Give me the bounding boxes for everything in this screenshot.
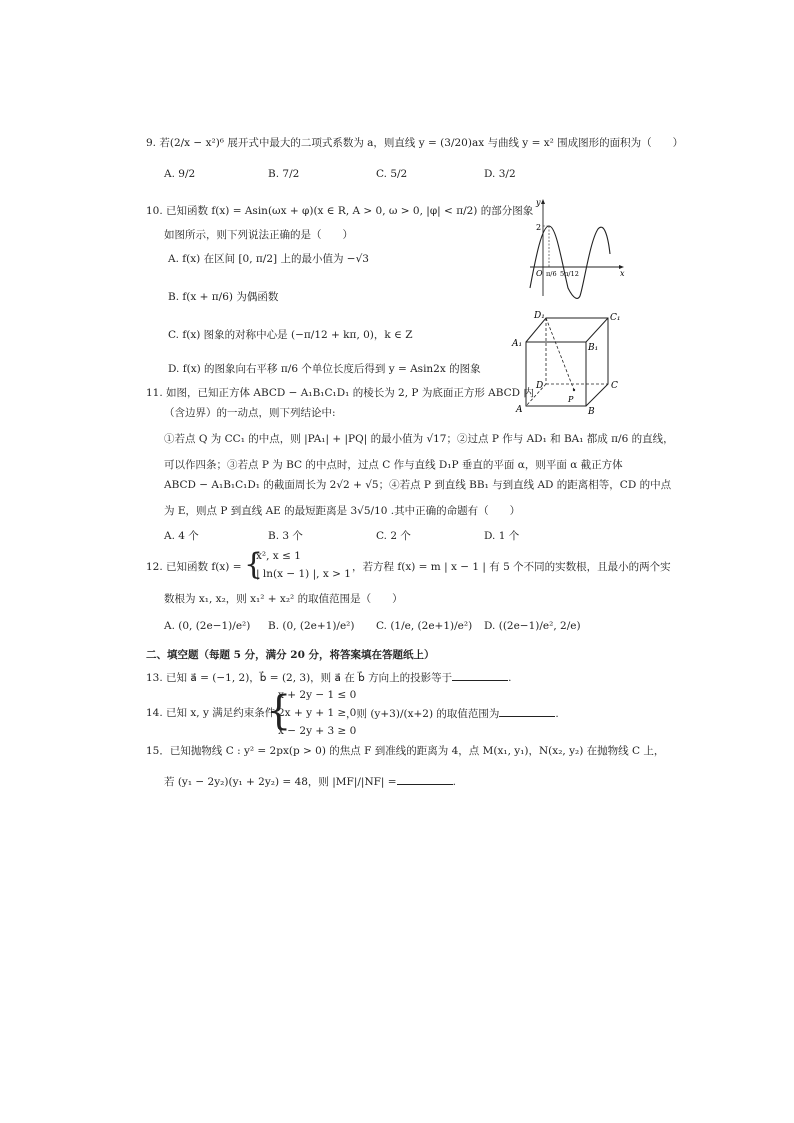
q12-option-c: C. (1/e, (2e+1)/e²)	[376, 620, 473, 632]
q11-cube-figure	[510, 306, 630, 418]
graph-tick-pi-6: π/6	[546, 270, 557, 278]
graph-tick-5pi-12: 5π/12	[560, 270, 579, 278]
graph-sine-curve	[530, 226, 610, 298]
q14-prefix: 14. 已知 x, y 满足约束条件	[146, 707, 276, 719]
q12-line2: 数根为 x₁, x₂，则 x₁² + x₂² 的取值范围是（ ）	[164, 593, 403, 605]
cube-edge-b1c1	[586, 318, 608, 342]
graph-y-arrow	[541, 199, 545, 204]
cube-label-d: D	[536, 381, 544, 391]
q11-option-a: A. 4 个	[164, 530, 199, 542]
q14-constraint-1: x + 2y − 1 ≤ 0	[278, 689, 357, 701]
q15-text: 若 (y₁ − 2y₂)(y₁ + 2y₂) = 48，则 |MF|/|NF| =	[164, 776, 397, 788]
q13-answer-blank[interactable]	[452, 670, 508, 681]
q12-brace: {	[244, 547, 264, 582]
q11-line1: 11. 如图，已知正方体 ABCD − A₁B₁C₁D₁ 的棱长为 2, P 为底面正方形 ABCD 内	[146, 387, 534, 399]
cube-hidden-d1p	[546, 318, 574, 390]
cube-label-b: B	[588, 407, 595, 417]
cube-label-b1: B₁	[588, 343, 599, 353]
q10-stem-line1: 10. 已知函数 f(x) = Asin(ωx + φ)(x ∈ R, A > 0, ω > 0, |φ| < π/2) 的部分图象	[146, 205, 534, 217]
q14-tail: .	[555, 708, 559, 720]
graph-y-label: y	[536, 198, 541, 207]
q9-stem: 9. 若(2/x − x²)⁶ 展开式中最大的二项式系数为 a，则直线 y = (3/20)ax 与曲线 y = x² 围成图形的面积为（ ）	[146, 137, 684, 149]
q11-options	[164, 528, 564, 544]
q12-line1-suffix: ，若方程 f(x) = m | x − 1 | 有 5 个不同的实数根，且最小的两个实	[352, 561, 671, 573]
q10-stem-line2: 如图所示，则下列说法正确的是（ ）	[164, 229, 353, 241]
cube-label-a1: A₁	[512, 339, 523, 349]
q10-option-d: D. f(x) 的图象向右平移 π/6 个单位长度后得到 y = Asin2x 的图象	[168, 363, 481, 375]
q15-answer-blank[interactable]	[397, 774, 453, 785]
cube-label-p: P	[568, 395, 574, 404]
q14-constraint-2: 2x + y + 1 ≥ 0	[278, 707, 357, 719]
graph-origin-label: O	[536, 269, 543, 278]
q12-option-d: D. ((2e−1)/e², 2/e)	[484, 620, 581, 632]
q12-line1-prefix: 12. 已知函数 f(x) =	[146, 561, 242, 573]
q11-line6: 为 E，则点 P 到直线 AE 的最短距离是 3√5/10 .其中正确的命题有（ ）	[164, 505, 521, 517]
q14-answer-blank[interactable]	[499, 706, 555, 717]
section-fill-in-heading: 二、填空题（每题 5 分，满分 20 分，将答案填在答题纸上）	[146, 649, 435, 661]
q15-line2	[164, 774, 456, 789]
cube-label-c1: C₁	[610, 313, 621, 323]
cube-label-d1: D₁	[534, 311, 545, 321]
cube-label-c: C	[611, 381, 618, 391]
q14-constraint-3: x − 2y + 3 ≥ 0	[278, 725, 357, 737]
q10-sine-graph	[528, 196, 628, 300]
q9-option-d: D. 3/2	[484, 168, 516, 180]
q15-line1: 15．已知抛物线 C : y² = 2px(p > 0) 的焦点 F 到准线的距离为 4，点 M(x₁, y₁)，N(x₂, y₂) 在抛物线 C 上，	[146, 745, 665, 757]
cube-label-a: A	[516, 405, 523, 415]
q9-options	[164, 168, 564, 184]
q14-brace: {	[266, 688, 292, 734]
graph-y-tick-2: 2	[536, 223, 542, 232]
q12-option-a: A. (0, (2e−1)/e²)	[164, 620, 251, 632]
q11-option-d: D. 1 个	[484, 530, 520, 542]
q10-option-c: C. f(x) 图象的对称中心是 (−π/12 + kπ, 0)，k ∈ Z	[168, 329, 413, 341]
q11-line2: （含边界）的一动点，则下列结论中:	[164, 407, 336, 419]
q9-option-a: A. 9/2	[164, 168, 196, 180]
q15-tail: .	[452, 776, 456, 788]
q12-option-b: B. (0, (2e+1)/e²)	[268, 620, 355, 632]
q11-option-b: B. 3 个	[268, 530, 303, 542]
q9-option-b: B. 7/2	[268, 168, 300, 180]
q14-suffix	[346, 706, 559, 721]
cube-point-p	[573, 389, 575, 391]
q12-case2: | ln(x − 1) |, x > 1	[256, 568, 351, 580]
q12-case1: x², x ≤ 1	[256, 550, 301, 562]
q13-text: 13. 已知 a⃗ = (−1, 2)，b⃗ = (2, 3)，则 a⃗ 在 b⃗ 方向上的投影等于	[146, 672, 453, 684]
q11-line5: ABCD − A₁B₁C₁D₁ 的截面周长为 2√2 + √5；④若点 P 到直线 BB₁ 与到直线 AD 的距离相等，CD 的中点	[164, 479, 672, 491]
q11-line3: ①若点 Q 为 CC₁ 的中点，则 |PA₁| + |PQ| 的最小值为 √17；②过点 P 作与 AD₁ 和 BA₁ 都成 π/6 的直线，	[164, 433, 674, 445]
graph-x-label: x	[620, 269, 625, 278]
q9-option-c: C. 5/2	[376, 168, 408, 180]
q11-option-c: C. 2 个	[376, 530, 411, 542]
q13-tail: .	[508, 672, 512, 684]
q13-line	[146, 670, 511, 685]
q14-post: ，则 (y+3)/(x+2) 的取值范围为	[346, 708, 500, 720]
q10-option-b: B. f(x + π/6) 为偶函数	[168, 291, 279, 303]
q10-option-a: A. f(x) 在区间 [0, π/2] 上的最小值为 −√3	[168, 253, 369, 265]
q11-line4: 可以作四条；③若点 P 为 BC 的中点时，过点 C 作与直线 D₁P 垂直的平面 α，则平面 α 截正方体	[164, 459, 623, 471]
q12-options	[164, 620, 584, 636]
